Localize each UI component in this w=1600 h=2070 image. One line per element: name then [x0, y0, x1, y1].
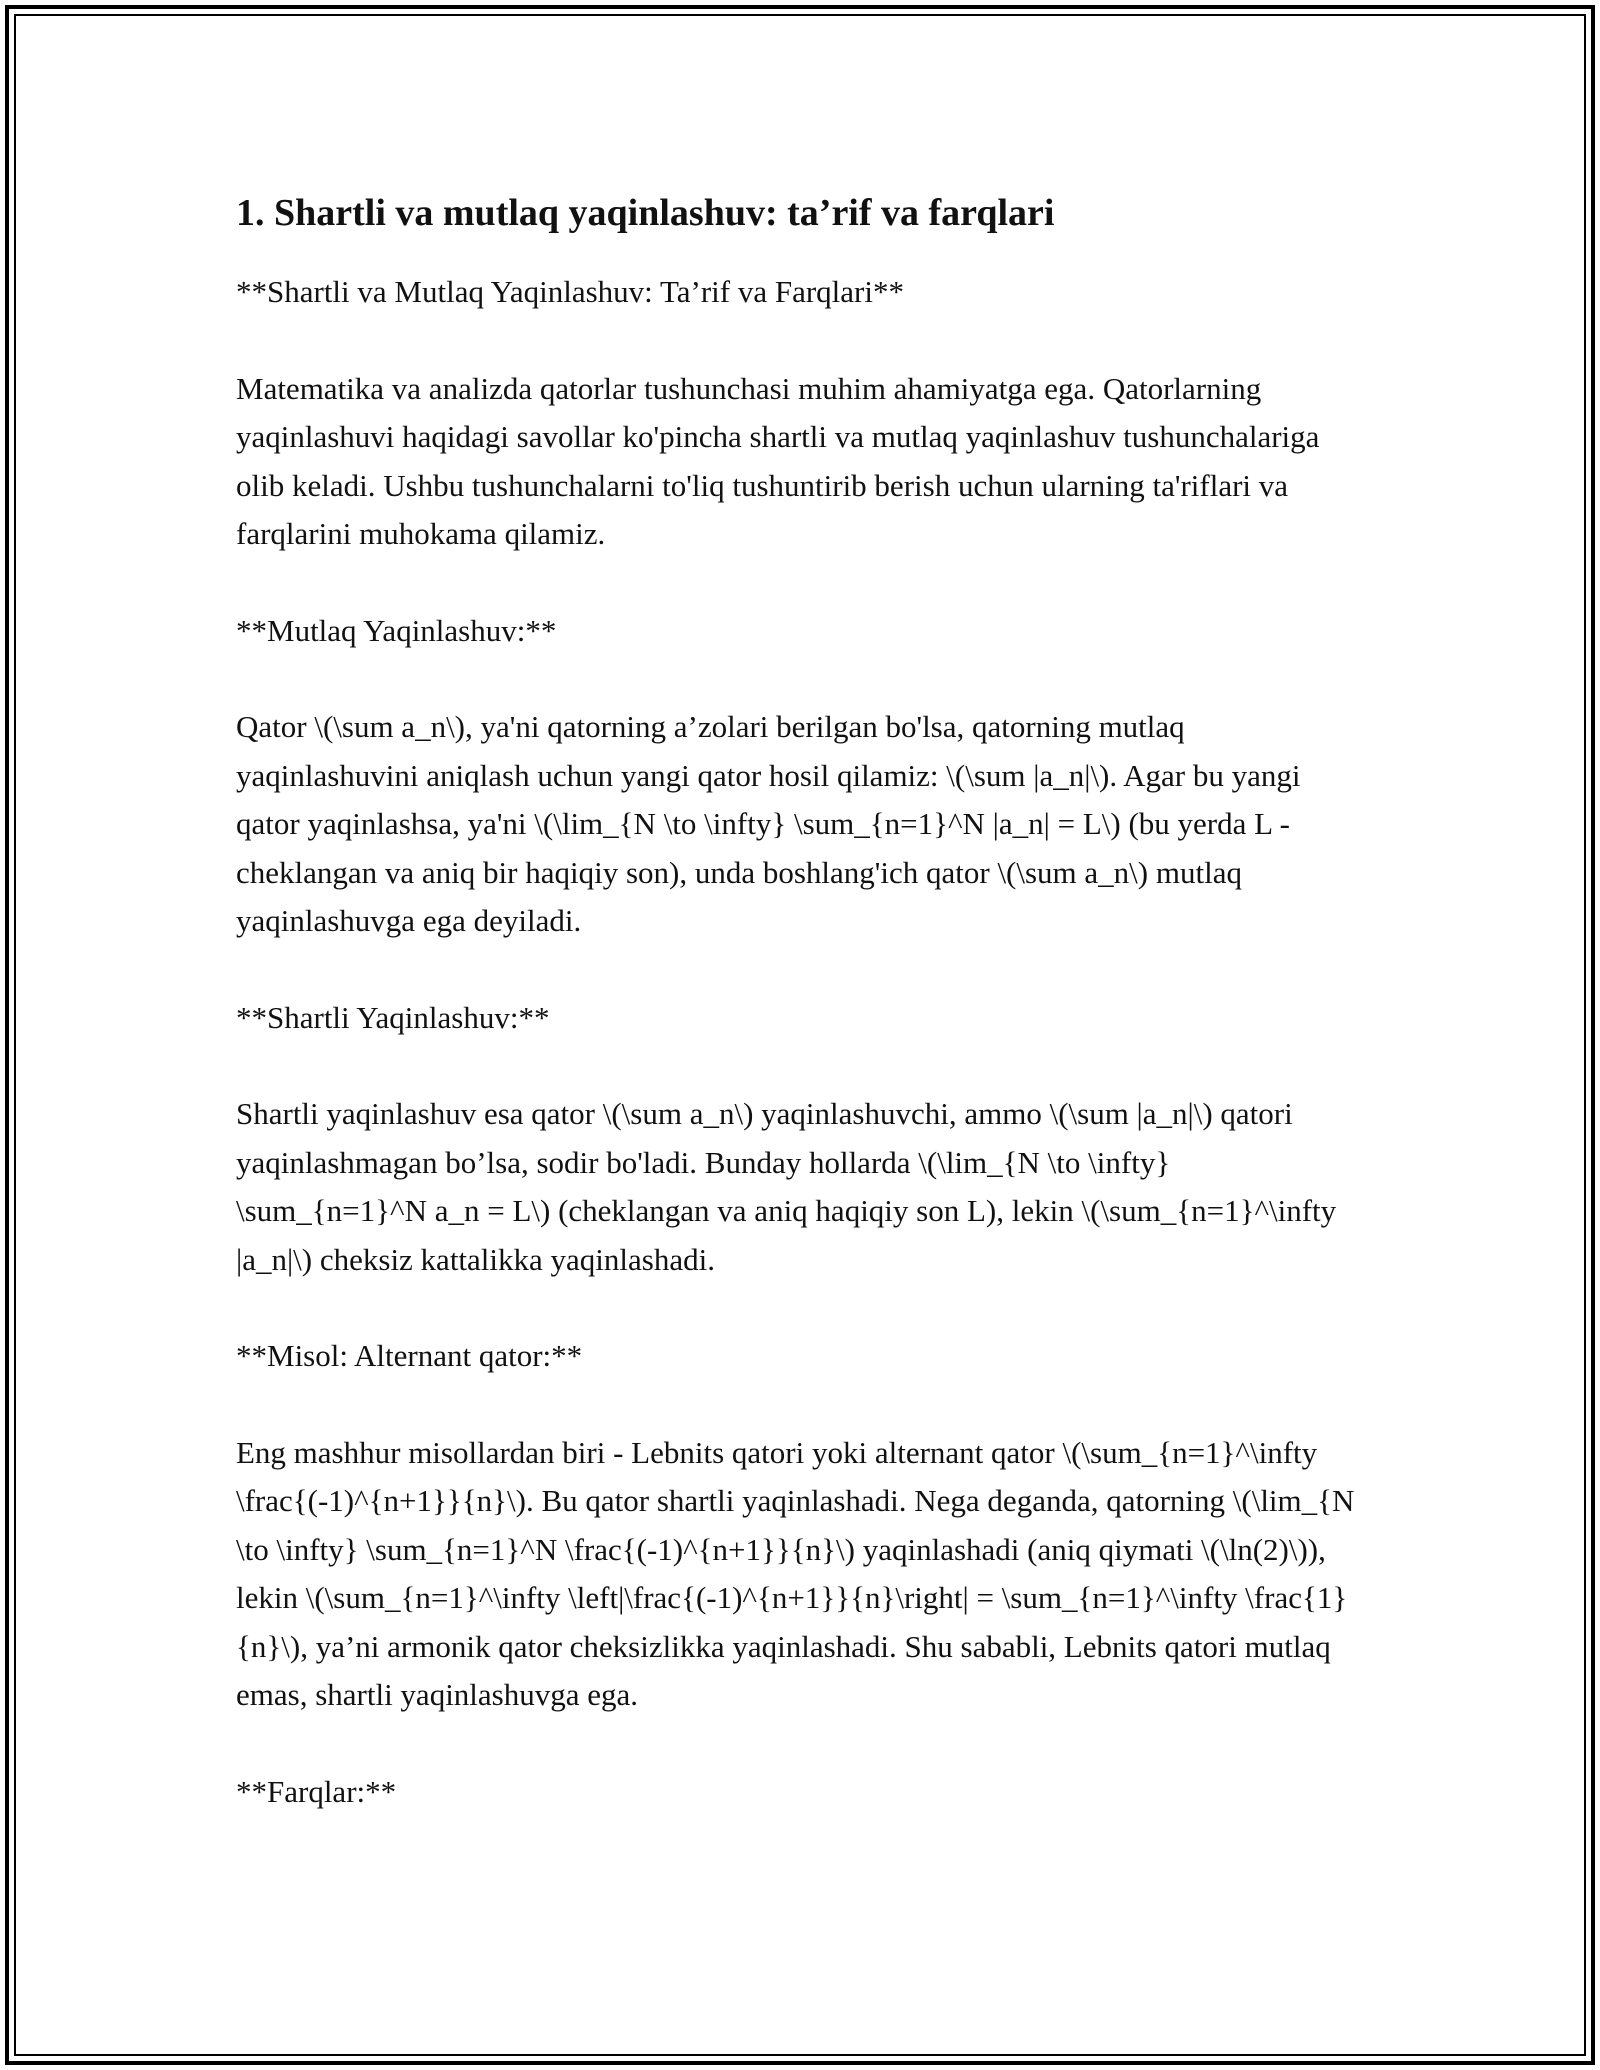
paragraph-example: Eng mashhur misollardan biri - Lebnits qatori yoki alternant qator \(\sum_{n=1}^\infty \frac{(-1)^{n+1}}{n}\). Bu qator shartli yaqinlashadi. Nega deganda, qatorning \(\lim_{N \to \infty} \sum_{n=1}^N \frac{(-1)^{n+1}}{n}\) yaqinlashadi (aniq qiymati \(\ln(2)\)), lekin \(\sum_{n=1}^\infty \left|\frac{(-1)^{n+1}}{n}\right| = \sum_{n=1}^\infty \frac{1}{n}\), ya’ni armonik qator cheksizlikka yaqinlashadi. Shu sababli, Lebnits qatori mutlaq emas, shartli yaqinlashuvga ega. [236, 1434, 1355, 1712]
paragraph-intro: Matematika va analizda qatorlar tushunchasi muhim ahamiyatga ega. Qatorlarning yaqinlashuvi haqidagi savollar ko'pincha shartli va mutlaq yaqinlashuv tushunchalariga olib keladi. Ushbu tushunchalarni to'liq tushuntirib berish uchun ularning ta'riflari va farqlarini muhokama qilamiz. [236, 370, 1320, 551]
paragraph-absolute-heading: **Mutlaq Yaqinlashuv:** [236, 612, 557, 648]
paragraph-conditional-definition: Shartli yaqinlashuv esa qator \(\sum a_n\) yaqinlashuvchi, ammo \(\sum |a_n|\) qatori yaqinlashmagan bo’lsa, sodir bo'ladi. Bunday hollarda \(\lim_{N \to \infty} \sum_{n=1}^N a_n = L\) (cheklangan va aniq haqiqiy son L), lekin \(\sum_{n=1}^\infty |a_n|\) cheksiz kattalikka yaqinlashadi. [236, 1096, 1337, 1277]
paragraph-differences-heading: **Farqlar:** [236, 1773, 397, 1809]
document-body [236, 188, 1366, 1864]
paragraph-title: **Shartli va Mutlaq Yaqinlashuv: Ta’rif va Farqlari** [236, 274, 904, 309]
paragraph-example-heading: **Misol: Alternant qator:** [236, 1338, 583, 1373]
section-heading: 1. Shartli va mutlaq yaqinlashuv: ta’rif va farqlari [236, 192, 1055, 234]
paragraph-conditional-heading: **Shartli Yaqinlashuv:** [236, 999, 550, 1035]
paragraph-absolute-definition: Qator \(\sum a_n\), ya'ni qatorning a’zolari berilgan bo'lsa, qatorning mutlaq yaqinlashuvini aniqlash uchun yangi qator hosil qilamiz: \(\sum |a_n|\). Agar bu yangi qator yaqinlashsa, ya'ni \(\lim_{N \to \infty} \sum_{n=1}^N |a_n| = L\) (bu yerda L - cheklangan va aniq bir haqiqiy son), unda boshlang'ich qator \(\sum a_n\) mutlaq yaqinlashuvga ega deyiladi. [236, 709, 1301, 938]
